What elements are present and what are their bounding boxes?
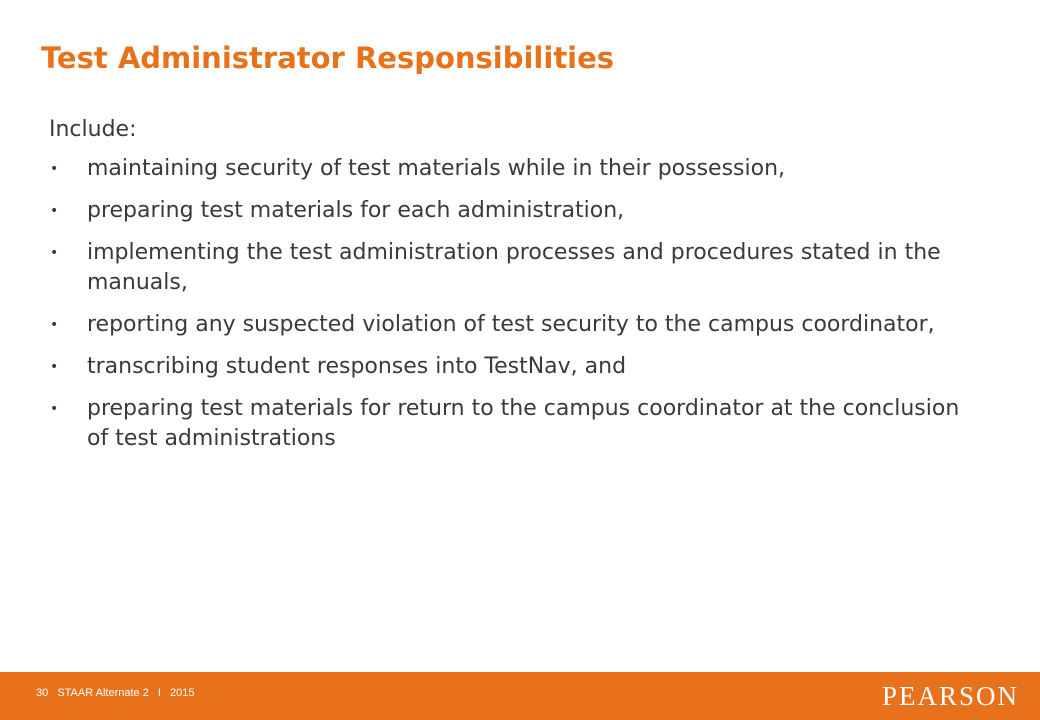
bullet-text: transcribing student responses into TestNav, and <box>87 354 627 379</box>
page-number: 30 <box>36 687 49 699</box>
bullet-icon: • <box>50 401 59 417</box>
bullet-item <box>49 154 979 184</box>
footer-separator: I <box>157 687 161 699</box>
bullet-icon: • <box>50 161 59 177</box>
program-name: STAAR Alternate 2 <box>57 687 149 699</box>
bullet-text: preparing test materials for return to the campus coordinator at the conclusion of test administrations <box>87 396 960 451</box>
slide-body <box>49 115 979 466</box>
bullet-text: reporting any suspected violation of test security to the campus coordinator, <box>87 312 935 337</box>
slide-title: Test Administrator Responsibilities <box>41 41 615 75</box>
footer-year: 2015 <box>170 687 195 699</box>
bullet-icon: • <box>50 203 59 219</box>
bullet-list <box>49 154 979 454</box>
bullet-text: preparing test materials for each administration, <box>87 198 625 223</box>
bullet-text: implementing the test administration processes and procedures stated in the manuals, <box>87 240 941 295</box>
bullet-icon: • <box>50 359 59 375</box>
bullet-item <box>49 310 979 340</box>
footer-bar <box>0 672 1040 720</box>
pearson-logo: PEARSON <box>881 681 1019 711</box>
bullet-item <box>49 394 979 454</box>
bullet-icon: • <box>50 317 59 333</box>
bullet-item <box>49 196 979 226</box>
bullet-icon: • <box>50 245 59 261</box>
footer-info <box>36 687 201 699</box>
bullet-item <box>49 238 979 298</box>
bullet-text: maintaining security of test materials while in their possession, <box>87 156 786 181</box>
bullet-item <box>49 352 979 382</box>
intro-text: Include: <box>49 117 137 142</box>
